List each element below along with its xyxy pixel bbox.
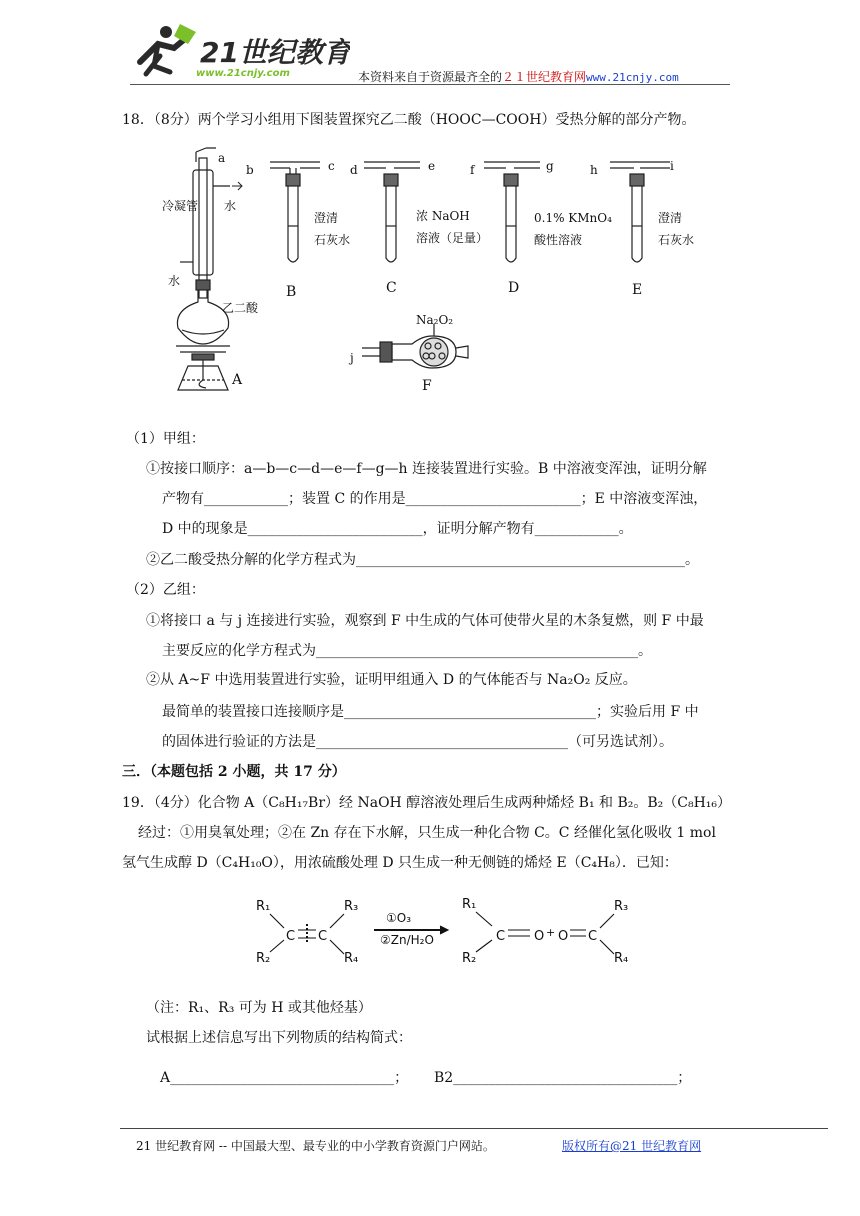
q19-ask: 试根据上述信息写出下列物质的结构简式： (146, 1030, 412, 1046)
svg-text:F: F (422, 378, 432, 394)
logo-url: www.21cnjy.com (196, 68, 290, 79)
svg-text:R₂: R₂ (256, 951, 271, 966)
svg-text:O: O (534, 929, 545, 944)
site-logo (130, 22, 350, 84)
svg-text:B: B (286, 284, 297, 300)
runner-logo-icon (140, 24, 196, 74)
apparatus-A (176, 148, 230, 390)
svg-text:d: d (350, 163, 358, 177)
svg-text:C: C (286, 929, 296, 944)
svg-text:石灰水: 石灰水 (314, 233, 351, 247)
svg-text:e: e (428, 159, 436, 173)
q18-part1-1c: D 中的现象是_________________________，证明分解产物有____________。 (162, 521, 633, 537)
footer-rule (120, 1128, 828, 1129)
svg-text:冷凝管: 冷凝管 (162, 199, 199, 213)
svg-text:R₃: R₃ (614, 899, 629, 914)
tube-D (484, 162, 540, 262)
svg-text:R₁: R₁ (462, 897, 477, 912)
svg-text:Na₂O₂: Na₂O₂ (416, 313, 454, 327)
svg-text:②Zn/H₂O: ②Zn/H₂O (380, 933, 434, 947)
svg-text:酸性溶液: 酸性溶液 (534, 233, 583, 247)
answer-B2-blank[interactable]: B2________________________________； (434, 1070, 692, 1086)
svg-text:R₁: R₁ (256, 899, 271, 914)
svg-text:+: + (546, 926, 556, 939)
svg-text:R₄: R₄ (614, 951, 629, 966)
q18-part2-2c: 的固体进行验证的方法是____________________________________（可另选试剂）。 (162, 734, 673, 750)
svg-text:①O₃: ①O₃ (386, 911, 412, 925)
svg-text:水: 水 (224, 199, 237, 213)
svg-text:R₄: R₄ (344, 951, 359, 966)
logo-text: 21世纪教育 (200, 36, 350, 69)
q19-note: （注：R₁、R₃ 可为 H 或其他烃基） (146, 1000, 372, 1016)
svg-text:j: j (350, 351, 354, 365)
header-url-link[interactable]: www.21cnjy.com (586, 71, 679, 84)
svg-text:0.1% KMnO₄: 0.1% KMnO₄ (534, 211, 612, 225)
svg-text:溶液（足量）: 溶液（足量） (416, 231, 489, 245)
q18-part1-1a: ①按接口顺序：a—b—c—d—e—f—g—h 连接装置进行实验。B 中溶液变浑浊，证明分解 (146, 461, 707, 477)
q18-part2-1a: ①将接口 a 与 j 连接进行实验，观察到 F 中生成的气体可使带火星的木条复燃，则 F 中最 (146, 613, 704, 629)
section-3-heading: 三．（本题包括 2 小题，共 17 分） (122, 764, 346, 780)
svg-text:D: D (508, 280, 520, 296)
q18-part1-1b: 产物有____________；装置 C 的作用是_________________________；E 中溶液变浑浊， (162, 491, 708, 507)
q18-part1: （1）甲组： (126, 431, 205, 447)
svg-text:A: A (232, 372, 243, 388)
svg-text:澄清: 澄清 (314, 211, 339, 225)
q19-line2: 经过：①用臭氧处理；②在 Zn 存在下水解，只生成一种化合物 C。C 经催化氢化吸收 1 mol (138, 825, 716, 841)
svg-text:水: 水 (168, 274, 181, 288)
svg-text:R₂: R₂ (462, 951, 477, 966)
svg-text:E: E (632, 282, 643, 298)
q19-line1: 19．（4分）化合物 A（C₈H₁₇Br）经 NaOH 醇溶液处理后生成两种烯烃 B₁ 和 B₂。B₂（C₈H₁₆） (122, 795, 732, 811)
footer-copyright-link[interactable]: 版权所有@21 世纪教育网 (562, 1139, 702, 1153)
footer-text: 21 世纪教育网 -- 中国最大型、最专业的中小学教育资源门户网站。 (136, 1139, 495, 1153)
q18-part2-2: ②从 A~F 中选用装置进行实验，证明甲组通入 D 的气体能否与 Na₂O₂ 反应。 (146, 672, 637, 688)
q19-line3: 氢气生成醇 D（C₄H₁₀O），用浓硫酸处理 D 只生成一种无侧链的烯烃 E（C₄H₈）．已知： (122, 855, 678, 871)
svg-text:乙二酸: 乙二酸 (222, 301, 259, 315)
svg-text:C: C (496, 929, 506, 944)
svg-text:f: f (470, 163, 475, 177)
ozonolysis-reaction (240, 890, 660, 980)
q18-part2-2b: 最简单的装置接口连接顺序是____________________________________；实验后用 F 中 (162, 704, 699, 720)
q18-title: 18．（8分）两个学习小组用下图装置探究乙二酸（HOOC—COOH）受热分解的部分产物。 (122, 112, 696, 128)
svg-text:b: b (246, 163, 254, 177)
svg-text:i: i (670, 159, 674, 173)
svg-text:g: g (546, 159, 554, 173)
q18-part1-2: ②乙二酸受热分解的化学方程式为_______________________________________________。 (146, 552, 699, 568)
tube-F (362, 324, 468, 368)
svg-text:c: c (328, 159, 335, 173)
tube-C (364, 162, 420, 262)
svg-text:C: C (588, 929, 598, 944)
q18-part2: （2）乙组： (126, 582, 205, 598)
answer-A-blank[interactable]: A________________________________； (160, 1070, 409, 1086)
apparatus-diagram (150, 140, 710, 405)
svg-text:C: C (386, 280, 397, 296)
svg-text:C: C (318, 929, 328, 944)
svg-text:浓 NaOH: 浓 NaOH (416, 209, 470, 223)
svg-text:R₃: R₃ (344, 899, 359, 914)
svg-text:澄清: 澄清 (658, 211, 683, 225)
svg-text:石灰水: 石灰水 (658, 233, 695, 247)
svg-text:h: h (590, 163, 598, 177)
q18-part2-1b: 主要反应的化学方程式为______________________________________________。 (162, 643, 652, 659)
svg-text:O: O (558, 929, 569, 944)
tube-B (270, 162, 320, 262)
svg-text:a: a (218, 151, 226, 165)
header-note: 本资料来自于资源最齐全的２１世纪教育网www.21cnjy.com (358, 70, 679, 84)
